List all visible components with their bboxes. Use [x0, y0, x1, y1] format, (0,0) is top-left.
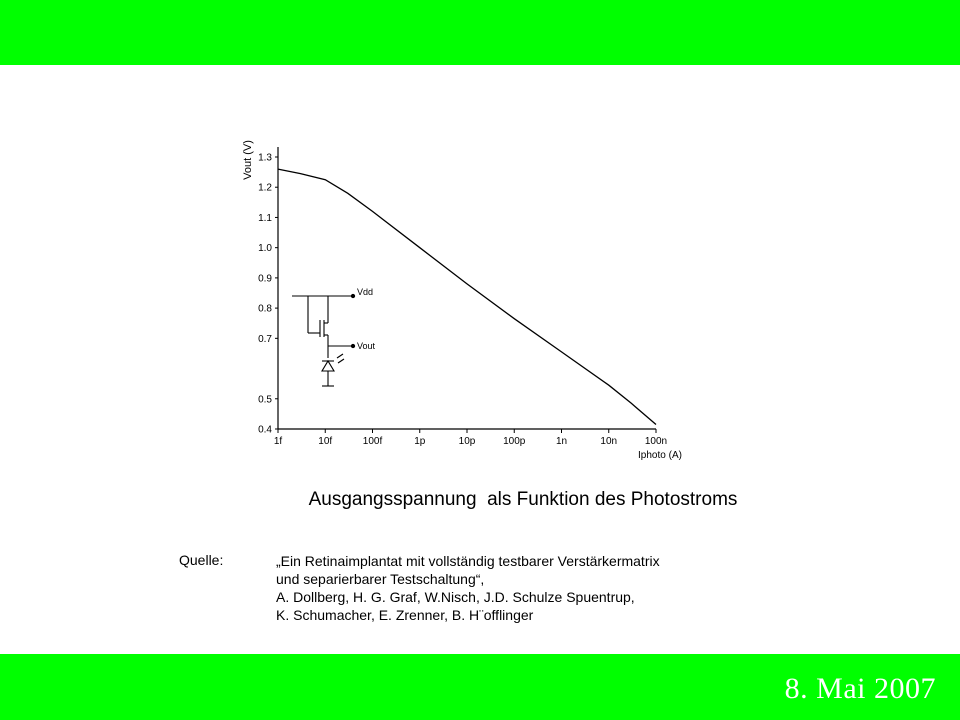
series-group [278, 169, 656, 424]
inset-photodiode [322, 361, 334, 371]
inset-vdd-terminal [351, 294, 354, 297]
chart [230, 130, 700, 470]
y-tick-label: 1.3 [258, 152, 272, 164]
x-tick-label: 10p [458, 436, 476, 447]
source-line: K. Schumacher, E. Zrenner, B. H¨offlinger [276, 607, 534, 623]
x-tick-label: 1f [273, 436, 283, 447]
x-tick-label: 1n [555, 436, 568, 447]
x-tick-label: 100f [362, 436, 383, 447]
top-band [0, 0, 960, 65]
y-axis-label: Vout (V) [242, 140, 254, 180]
x-axis-label: Iphoto (A) [638, 450, 682, 461]
x-tick-label: 100p [503, 436, 526, 447]
circuit-inset [292, 287, 376, 386]
x-tick-label: 10n [600, 436, 618, 447]
source-line: „Ein Retinaimplantat mit vollständig testbarer Verstärkermatrix [276, 553, 660, 569]
y-tick-label: 0.5 [258, 394, 272, 406]
y-tick-label: 1.1 [258, 212, 272, 224]
figure-caption: Ausgangsspannung als Funktion des Photostroms [308, 489, 738, 510]
y-tick-label: 0.7 [258, 333, 272, 345]
slide-date: 8. Mai 2007 [784, 672, 936, 705]
x-tick-label: 1p [414, 436, 426, 447]
source-line: A. Dollberg, H. G. Graf, W.Nisch, J.D. Schulze Spuentrup, [276, 589, 635, 605]
y-tick-label: 1.2 [258, 182, 272, 194]
y-tick-label: 0.9 [258, 273, 272, 285]
inset-light-arrow-1 [337, 354, 343, 358]
y-tick-label: 0.8 [258, 303, 272, 315]
source-citation [276, 552, 660, 624]
x-tick-label: 10f [318, 436, 333, 447]
source-line: und separierbarer Testschaltung“, [276, 571, 485, 587]
inset-light-arrow-2 [338, 359, 344, 363]
x-ticks [274, 429, 667, 447]
y-tick-label: 1.0 [258, 243, 272, 255]
series-line [278, 169, 656, 424]
inset-vdd-label: Vdd [357, 287, 374, 297]
y-tick-label: 0.4 [258, 424, 272, 436]
source-label: Quelle: [179, 552, 224, 568]
chart-axes [278, 147, 656, 429]
y-ticks [258, 153, 278, 436]
x-tick-label: 100n [644, 436, 668, 447]
inset-vout-label: Vout [357, 341, 376, 351]
inset-vout-terminal [351, 344, 354, 347]
